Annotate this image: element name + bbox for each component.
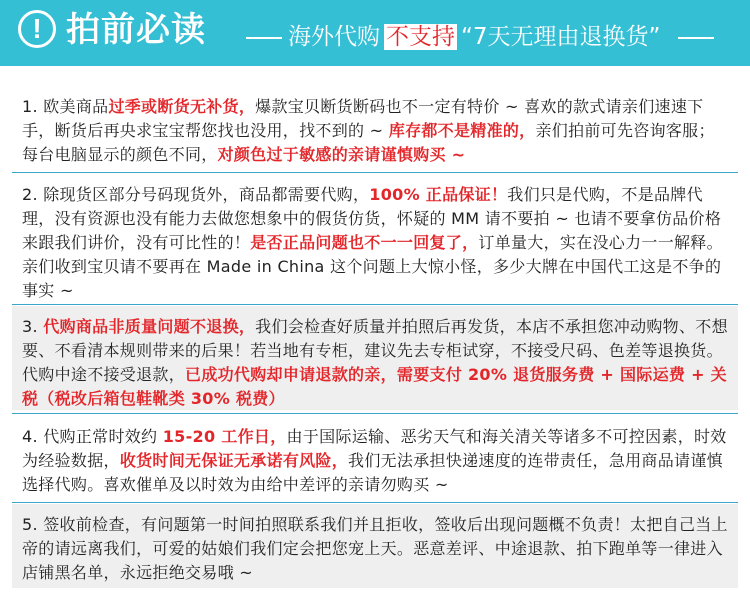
section-divider xyxy=(12,502,738,503)
header-notice xyxy=(288,20,660,54)
rule-text: 爆款宝贝断货断码也不一定有特价 ~ 喜欢的款式请亲们速速下手，断货后再央求宝宝帮您找也没用，找不到的 ~ xyxy=(22,97,704,140)
rule-text: 5. 签收前检查，有问题第一时间拍照联系我们并且拒收，签收后出现问题概不负责！太把自己当上帝的请远离我们，可爱的姑娘们我们定会把您宠上天。恶意差评、中途退款、拍下跑单等一律进入店铺黑名单，永远拒绝交易哦 ~ xyxy=(22,515,728,582)
header-title: 拍前必读 xyxy=(66,10,206,50)
rule-text: 3. xyxy=(22,317,44,336)
notice-header xyxy=(0,0,750,66)
rule-text: 由于国际运输、恶劣天气和海关清关等诸多不可控因素，时效为经验数据， xyxy=(22,427,727,470)
rule-highlight: 过季或断货无补货， xyxy=(108,97,256,116)
decorative-dash-left xyxy=(246,37,282,39)
rule-highlight: 100% 正品保证！ xyxy=(369,185,508,204)
rule-text: 订单量大，实在没心力一一解释。亲们收到宝贝请不要再在 Made in China 这个问题上大惊小怪，多少大牌在中国代工这是不争的事实 ~ xyxy=(22,233,723,300)
rule-section-4 xyxy=(12,416,738,500)
rule-text: 4. 代购正常时效约 xyxy=(22,427,163,446)
rule-highlight: 代购商品非质量问题不退换， xyxy=(43,317,256,336)
rule-section-5 xyxy=(12,504,738,588)
rule-highlight: 15-20 工作日， xyxy=(162,427,287,446)
notice-suffix: “7天无理由退换货” xyxy=(461,24,661,50)
rule-highlight: 是否正品问题也不一一回复了， xyxy=(250,233,479,252)
rule-text: 1. 欧美商品 xyxy=(22,97,109,116)
rule-text: 我们无法承担快递速度的连带责任，急用商品请谨慎选择代购。喜欢催单及以时效为由给中差评的亲请勿购买 ~ xyxy=(22,451,723,494)
decorative-dash-right xyxy=(678,37,714,39)
section-divider xyxy=(12,304,738,305)
rule-section-3 xyxy=(12,306,738,410)
rule-text: 亲们拍前可先咨询客服；每台电脑显示的颜色不同， xyxy=(22,121,715,164)
section-divider xyxy=(12,172,738,173)
rule-text: 我们只是代购，不是品牌代理，没有资源也没有能力去做您想象中的假货仿货，怀疑的 MM 请不要拍 ~ 也请不要拿仿品价格来跟我们讲价，没有可比性的！ xyxy=(22,185,722,252)
rule-text: 2. 除现货区部分号码现货外，商品都需要代购， xyxy=(22,185,370,204)
rule-highlight: 已成功代购却申请退款的亲，需要支付 20% 退货服务费 + 国际运费 + 关税（税改后箱包鞋靴类 30% 税费） xyxy=(22,365,727,408)
exclamation-icon: ! xyxy=(18,10,56,48)
section-divider xyxy=(12,413,738,414)
rule-section-1 xyxy=(12,86,738,170)
rule-section-2 xyxy=(12,174,738,302)
notice-highlight: 不支持 xyxy=(386,24,455,50)
notice-prefix: 海外代购 xyxy=(288,24,380,50)
rule-highlight: 对颜色过于敏感的亲请谨慎购买 ~ xyxy=(217,145,466,164)
rule-highlight: 收货时间无保证无承诺有风险， xyxy=(119,451,349,470)
rule-highlight: 库存都不是精准的， xyxy=(388,121,536,140)
rule-text: 我们会检查好质量并拍照后再发货，本店不承担您冲动购物、不想要、不看清本规则带来的后果！若当地有专柜，建议先去专柜试穿，不接受尺码、色差等退换货。代购中途不接受退款， xyxy=(22,317,728,384)
